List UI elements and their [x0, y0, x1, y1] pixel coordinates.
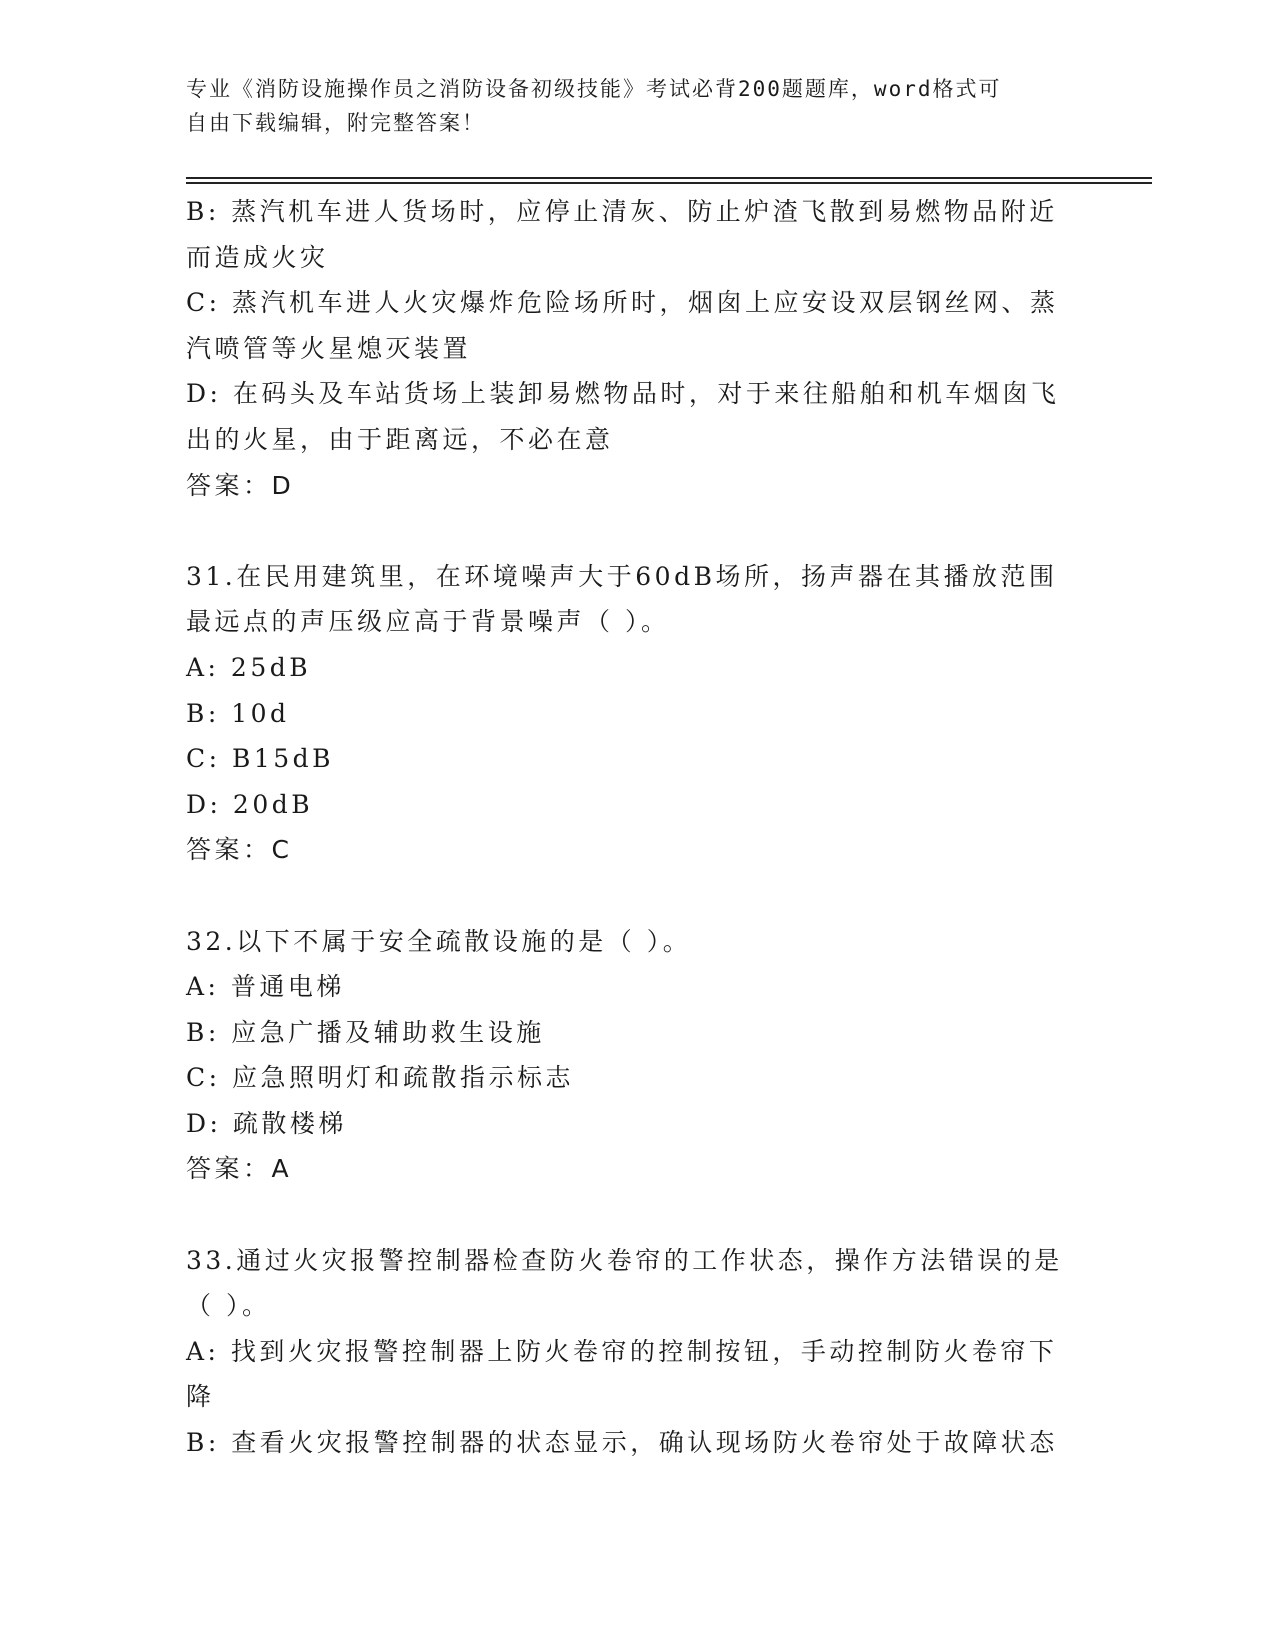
- question-30: [186, 189, 1066, 508]
- spacer: [186, 1192, 1066, 1238]
- option-b: B: 蒸汽机车进人货场时，应停止清灰、防止炉渣飞散到易燃物品附近: [186, 197, 1058, 226]
- answer: 答案：A: [186, 1154, 293, 1184]
- question-32: [186, 919, 1066, 1193]
- document-header: [186, 72, 1066, 140]
- option-d: D: 疏散楼梯: [186, 1108, 347, 1138]
- option-d: D: 20dB: [186, 789, 314, 819]
- question-stem-cont: 最远点的声压级应高于背景噪声（ ）。: [186, 607, 670, 637]
- spacer: [186, 508, 1066, 554]
- option-b: B: 查看火灾报警控制器的状态显示，确认现场防火卷帘处于故障状态: [186, 1428, 1058, 1458]
- question-stem-cont: （ ）。: [186, 1291, 271, 1321]
- header-line: 专业《消防设施操作员之消防设备初级技能》考试必背200题题库，word格式可: [186, 77, 1002, 101]
- question-stem: 31.在民用建筑里，在环境噪声大于60dB场所，扬声器在其播放范围: [186, 561, 1058, 591]
- option-b: B: 应急广播及辅助救生设施: [186, 1017, 545, 1047]
- answer: 答案：D: [186, 470, 295, 500]
- option-a-cont: 降: [186, 1382, 215, 1412]
- question-33: [186, 1238, 1066, 1466]
- option-d: D: 在码头及车站货场上装卸易燃物品时，对于来往船舶和机车烟囱飞: [186, 379, 1060, 409]
- question-list: [186, 189, 1066, 1466]
- question-31: [186, 554, 1066, 873]
- option-b-cont: 而造成火灾: [186, 242, 329, 272]
- header-line: 自由下载编辑，附完整答案！: [186, 111, 485, 135]
- option-a: A: 25dB: [186, 652, 312, 682]
- option-c: C: 蒸汽机车进人火灾爆炸危险场所时，烟囱上应安设双层钢丝网、蒸: [186, 288, 1059, 318]
- option-d-cont: 出的火星，由于距离远，不必在意: [186, 424, 614, 454]
- question-stem: 33.通过火灾报警控制器检查防火卷帘的工作状态，操作方法错误的是: [186, 1245, 1063, 1275]
- option-a: A: 普通电梯: [186, 972, 345, 1002]
- option-c: C: 应急照明灯和疏散指示标志: [186, 1063, 574, 1093]
- answer: 答案：C: [186, 835, 293, 865]
- spacer: [186, 873, 1066, 919]
- header-divider-top: [186, 177, 1152, 179]
- option-c: C: B15dB: [186, 744, 335, 774]
- option-a: A: 找到火灾报警控制器上防火卷帘的控制按钮，手动控制防火卷帘下: [186, 1336, 1058, 1366]
- option-c-cont: 汽喷管等火星熄灭装置: [186, 333, 472, 363]
- question-stem: 32.以下不属于安全疏散设施的是（ ）。: [186, 926, 692, 956]
- header-divider-bottom: [186, 182, 1152, 184]
- option-b: B: 10d: [186, 698, 290, 728]
